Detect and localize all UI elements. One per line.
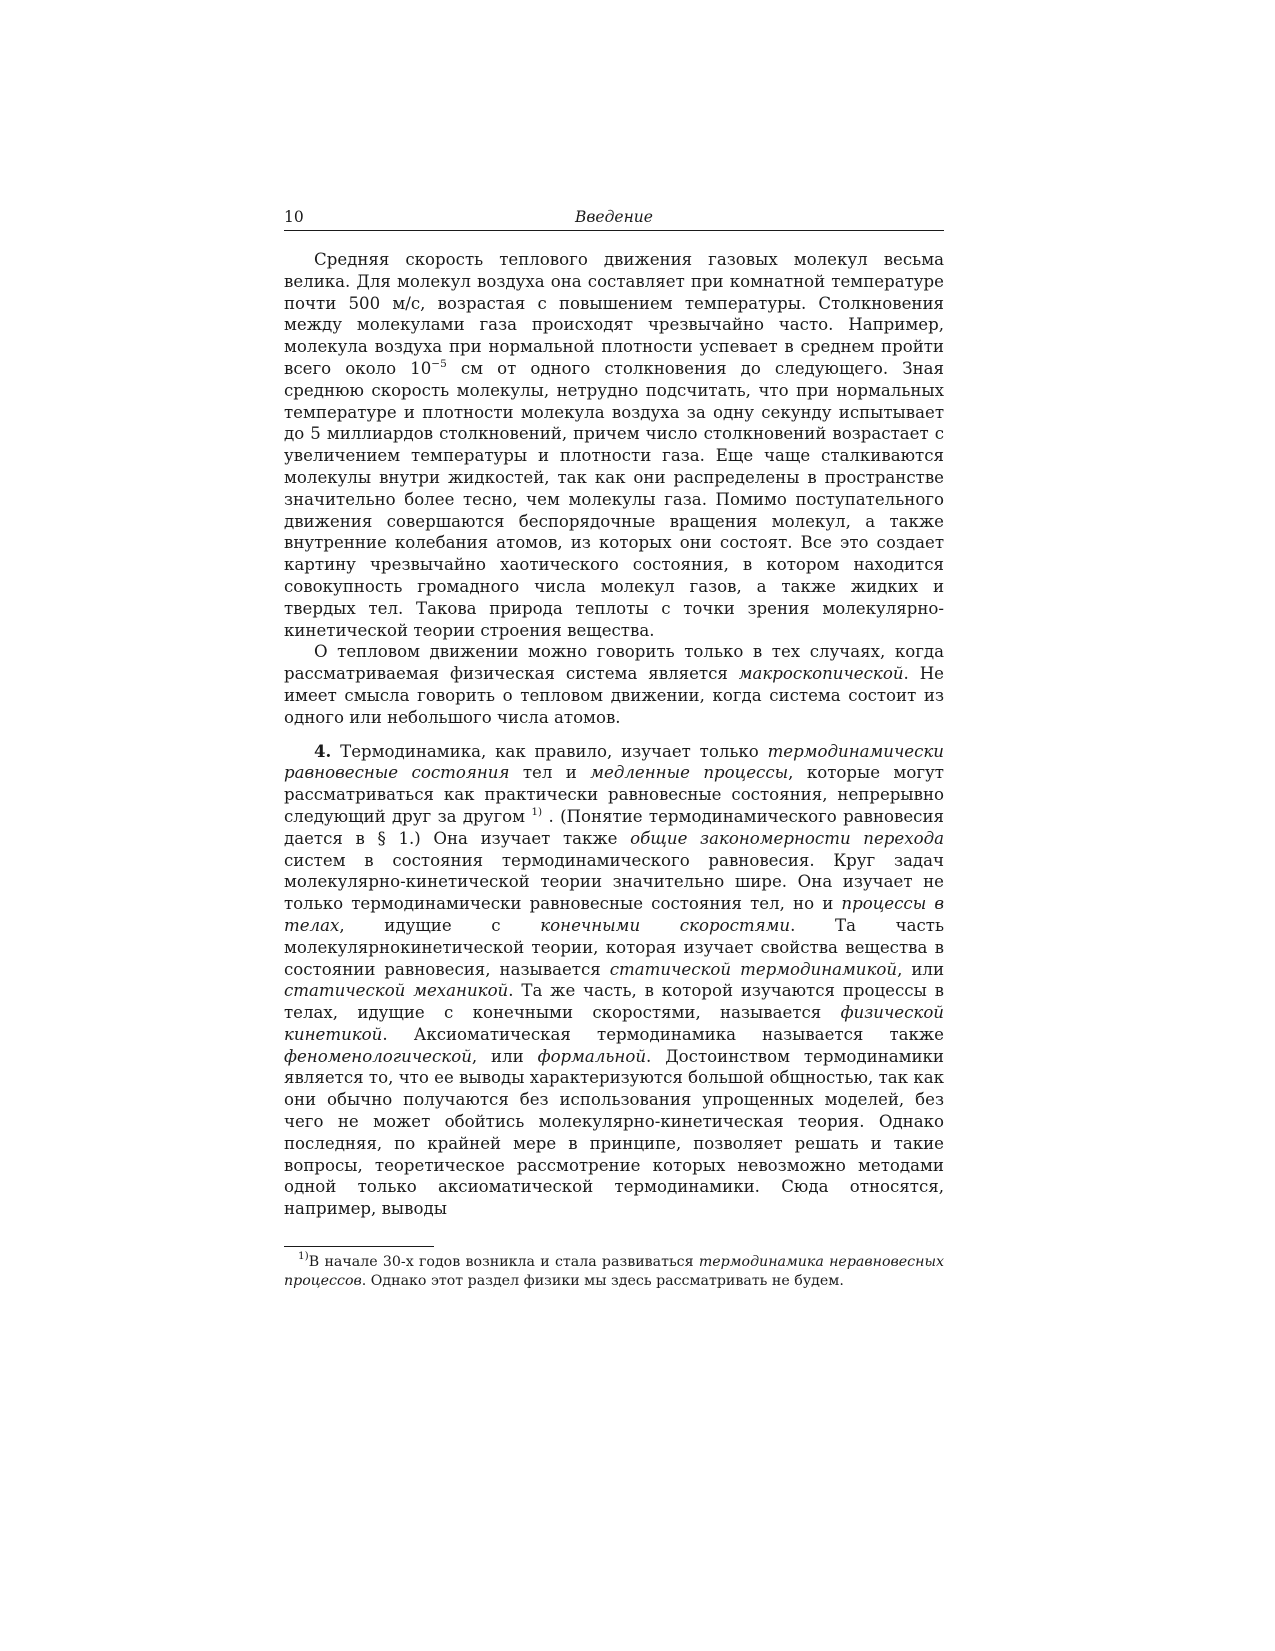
paragraph-text: Средняя скорость теплового движения газовых молекул весьма велика. Для молекул воздуха она составляет при комнатной температуре почти 500 м/с, возрастая с повышением температуры. Столкновения между молекулами газа происходят чрезвычайно часто. Например, молекула воздуха при нормальной плотности успевает в среднем пройти всего около 10 xyxy=(284,250,944,378)
emphasis: статической механикой xyxy=(284,981,509,1001)
emphasis: термодинамически равновесные состояния xyxy=(284,741,944,783)
running-title: Введение xyxy=(575,208,653,226)
paragraph xyxy=(284,249,944,641)
footnote-marker: 1) xyxy=(298,1250,309,1263)
paragraph-text: Термодинамика, как правило, изучает только xyxy=(331,741,768,761)
emphasis: формальной xyxy=(537,1046,647,1066)
paragraph-text: . Та часть молекулярнокинетической теории, которая изучает свойства вещества в состоянии равновесия, называется xyxy=(284,915,944,979)
paragraph-text: . (Понятие термодинамического равновесия дается в § 1.) Она изучает также xyxy=(284,806,944,848)
paragraph-text: , или xyxy=(897,959,944,979)
emphasis: медленные процессы xyxy=(590,763,789,783)
footnote xyxy=(284,1250,945,1291)
paragraph-text: О тепловом движении можно говорить только в тех случаях, когда рассматриваемая физическая система является xyxy=(284,642,944,684)
running-header xyxy=(284,206,944,231)
document-page xyxy=(284,206,944,1291)
paragraph-text: . Не имеет смысла говорить о тепловом движении, когда система состоит из одного или небольшого числа атомов. xyxy=(284,664,944,727)
emphasis: макроскопической xyxy=(738,664,904,684)
section-paragraph xyxy=(284,741,944,1221)
emphasis: статической термодинамикой xyxy=(609,959,898,979)
paragraph-text: , которые могут рассматриваться как практически равновесные состояния, непрерывно следующий друг за другом xyxy=(284,763,944,826)
paragraph-text: . Аксиоматическая термодинамика называется также xyxy=(382,1024,944,1044)
paragraph-text: систем в состояния термодинамического равновесия. Круг задач молекулярно-кинетической теории значительно шире. Она изучает не только термодинамически равновесные состояния тел, но и xyxy=(284,850,944,914)
section-number: 4. xyxy=(314,740,332,761)
paragraph xyxy=(284,641,944,728)
paragraph-text: В начале 30-х годов возникла и стала развиваться xyxy=(308,1254,699,1271)
paragraph-text: тел и xyxy=(509,763,591,783)
emphasis: феноменологической xyxy=(284,1046,472,1066)
body-text xyxy=(284,249,944,1220)
paragraph-text: , или xyxy=(471,1046,538,1066)
paragraph-text: см от одного столкновения до следующего. Зная среднюю скорость молекулы, нетрудно подсчитать, что при нормальных температуре и плотности молекула воздуха за одну секунду испытывает до 5 миллиардов столкновений, причем число столкновений возрастает с увеличением температуры и плотности газа. Еще чаще сталкиваются молекулы внутри жидкостей, так как они распределены в пространстве значительно более тесно, чем молекулы газа. Помимо поступательного движения совершаются беспорядочные вращения молекул, а также внутренние колебания атомов, из которых они состоят. Все это создает картину чрезвычайно хаотического состояния, в котором находится совокупность громадного числа молекул газов, а также жидких и твердых тел. Такова природа теплоты с точки зрения молекулярно-кинетической теории строения вещества. xyxy=(284,358,944,640)
footnote-reference[interactable]: 1) xyxy=(531,805,543,818)
emphasis: физической кинетикой xyxy=(284,1003,944,1044)
paragraph-text: . Достоинством термодинамики является то, что ее выводы характеризуются большой общностью, так как они обычно получаются без использования упрощенных моделей, без чего не может обойтись молекулярно-кинетическая теория. Однако последняя, по крайней мере в принципе, позволяет решать и такие вопросы, теоретическое рассмотрение которых невозможно методами одной только аксиоматической термодинамики. Сюда относятся, например, выводы xyxy=(284,1046,944,1219)
paragraph-text: . Та же часть, в которой изучаются процессы в телах, идущие с конечными скоростями, называется xyxy=(284,981,944,1023)
footnote-divider xyxy=(284,1246,434,1247)
paragraph-text: . Однако этот раздел физики мы здесь рассматривать не будем. xyxy=(361,1273,844,1290)
emphasis: конечными скоростями xyxy=(540,915,791,935)
emphasis: процессы в телах xyxy=(284,894,944,935)
page-number: 10 xyxy=(284,208,304,226)
footnote-text xyxy=(284,1250,945,1291)
exponent: −5 xyxy=(431,357,447,370)
emphasis: общие закономерности перехода xyxy=(630,828,944,848)
emphasis: термодинамика неравновесных процессов xyxy=(284,1254,945,1290)
paragraph-text: , идущие с xyxy=(339,915,541,935)
